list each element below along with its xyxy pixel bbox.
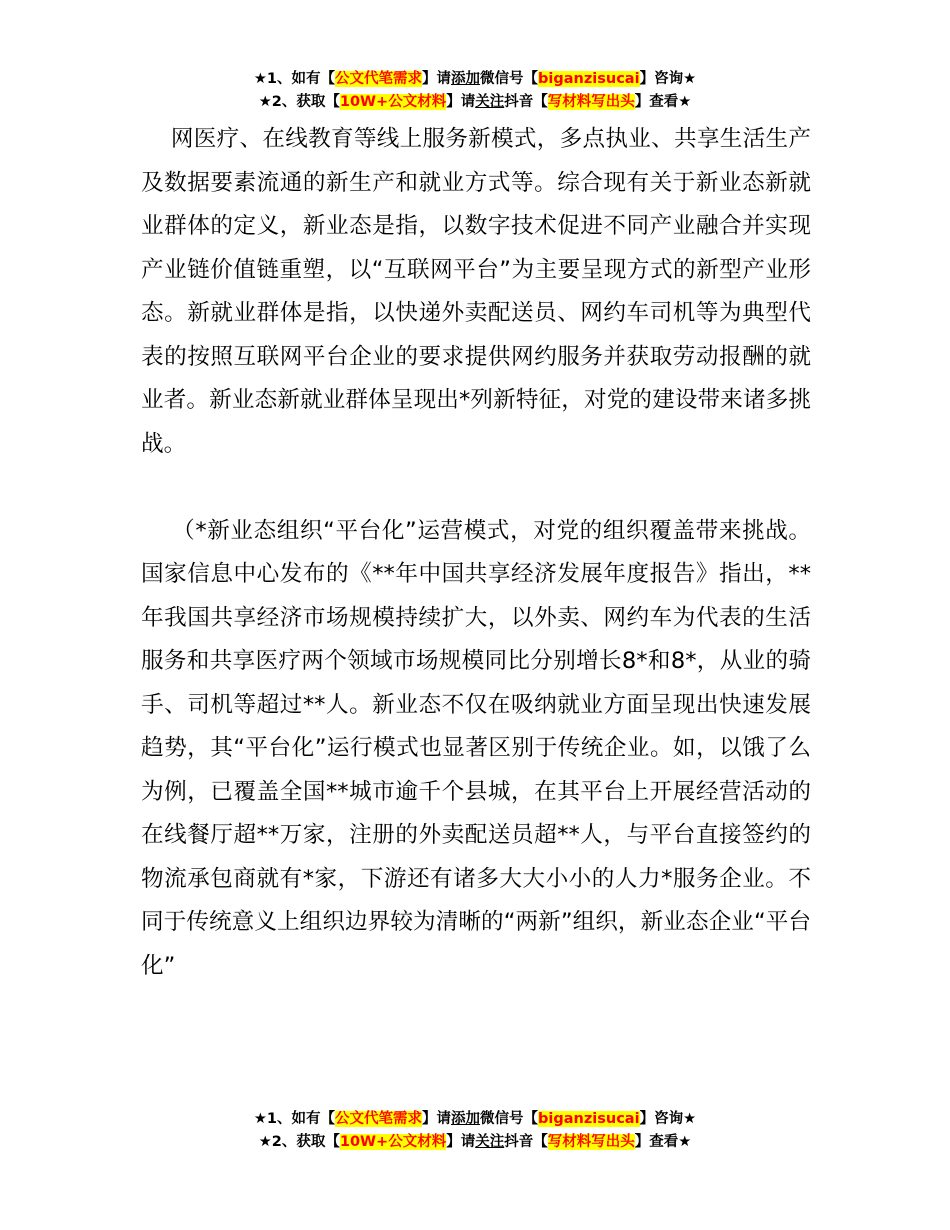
highlight-wechat-id: biganzisucai <box>538 71 640 87</box>
paragraph-2: （*新业态组织“平台化”运营模式，对党的组织覆盖带来挑战。国家信息中心发布的《**年中国共享经济发展年度报告》指出，**年我国共享经济市场规模持续扩大，以外卖、网约车为代表的生活服务和共享医疗两个领域市场规模同比分别增长8*和8*，从业的骑手、司机等超过**人。新业态不仅在吸纳就业方面呈现出快速发展趋势，其“平台化”运行模式也显著区别于传统企业。如，以饿了么为例，已覆盖全国**城市逾千个县城，在其平台上开展经营活动的在线餐厅超**万家，注册的外卖配送员超**人，与平台直接签约的物流承包商就有*家，下游还有诸多大大小小的人力*服务企业。不同于传统意义上组织边界较为清晰的“两新”组织，新业态企业“平台化” <box>141 517 811 979</box>
banner-text: 】查看★ <box>634 94 692 110</box>
footer-banner <box>0 1108 950 1154</box>
underlined-add: 添加 <box>451 1111 481 1127</box>
banner-text: ★2、获取【 <box>258 94 340 110</box>
banner-text: 】请 <box>446 1134 476 1150</box>
banner-text: 微信号【 <box>480 71 539 87</box>
highlight-wechat-id: biganzisucai <box>538 1111 640 1127</box>
banner-text: 抖音【 <box>504 1134 548 1150</box>
highlight-ghostwriting: 公文代笔需求 <box>335 71 423 87</box>
paragraph-1: 网医疗、在线教育等线上服务新模式，多点执业、共享生活生产及数据要素流通的新生产和就业方式等。综合现有关于新业态新就业群体的定义，新业态是指，以数字技术促进不同产业融合并实现产业链价值链重塑，以“互联网平台”为主要呈现方式的新型产业形态。新就业群体是指，以快递外卖配送员、网约车司机等为典型代表的按照互联网平台企业的要求提供网约服务并获取劳动报酬的就业者。新业态新就业群体呈现出*列新特征，对党的建设带来诸多挑战。 <box>141 126 811 457</box>
highlight-douyin-name: 写材料写出头 <box>547 1134 635 1150</box>
banner-text: 】请 <box>422 71 452 87</box>
banner-text: ★2、获取【 <box>258 1134 340 1150</box>
banner-text: 】查看★ <box>634 1134 692 1150</box>
footer-banner-line-1 <box>0 1108 950 1131</box>
footer-banner-line-2 <box>0 1131 950 1154</box>
underlined-follow: 关注 <box>475 94 505 110</box>
banner-text: 】咨询★ <box>639 71 697 87</box>
highlight-materials: 10W+公文材料 <box>339 1134 447 1150</box>
underlined-follow: 关注 <box>475 1134 505 1150</box>
header-banner-line-1 <box>0 68 950 91</box>
banner-text: 】咨询★ <box>639 1111 697 1127</box>
highlight-douyin-name: 写材料写出头 <box>547 94 635 110</box>
paragraph-gap <box>141 466 811 510</box>
banner-text: 微信号【 <box>480 1111 539 1127</box>
highlight-materials: 10W+公文材料 <box>339 94 447 110</box>
banner-text: ★1、如有【 <box>253 71 336 87</box>
banner-text: ★1、如有【 <box>253 1111 336 1127</box>
banner-text: 】请 <box>446 94 476 110</box>
underlined-add: 添加 <box>451 71 481 87</box>
document-body <box>141 118 811 988</box>
highlight-ghostwriting: 公文代笔需求 <box>335 1111 423 1127</box>
banner-text: 抖音【 <box>504 94 548 110</box>
header-banner <box>0 68 950 114</box>
banner-text: 】请 <box>422 1111 452 1127</box>
header-banner-line-2 <box>0 91 950 114</box>
